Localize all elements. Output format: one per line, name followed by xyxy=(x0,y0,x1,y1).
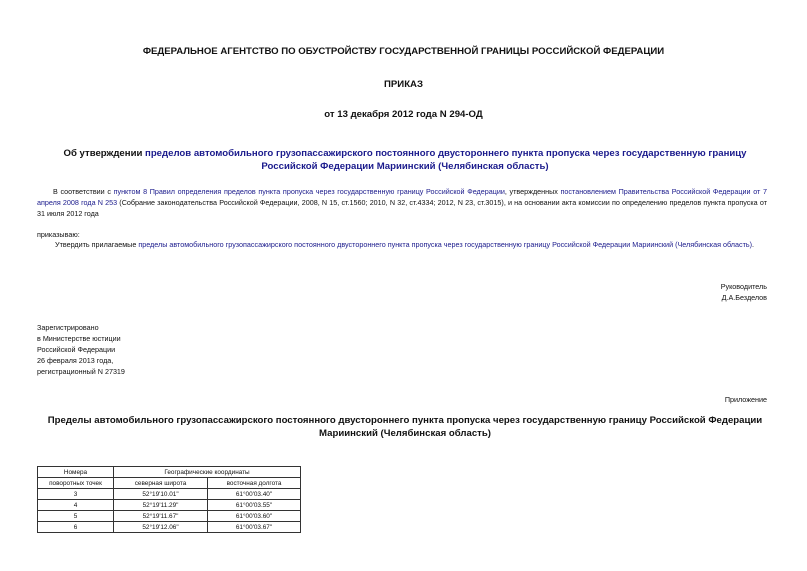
col-points-header-2: поворотных точек xyxy=(38,478,114,489)
annex-label: Приложение xyxy=(724,395,767,404)
preamble-text-1: В соответствии с xyxy=(53,187,114,196)
longitude-cell: 61°00'03.60" xyxy=(208,511,301,522)
registration-block xyxy=(37,322,125,377)
order-verb: приказываю: xyxy=(37,230,80,239)
longitude-header: восточная долгота xyxy=(208,478,301,489)
signature-name: Д.А.Безделов xyxy=(721,293,767,302)
table-header-row xyxy=(38,467,301,478)
col-points-header-1: Номера xyxy=(38,467,114,478)
document-date-number: от 13 декабря 2012 года N 294-ОД xyxy=(324,109,483,120)
point-number: 5 xyxy=(38,511,114,522)
agency-heading: ФЕДЕРАЛЬНОЕ АГЕНТСТВО ПО ОБУСТРОЙСТВУ ГОСУДАРСТВЕННОЙ ГРАНИЦЫ РОССИЙСКОЙ ФЕДЕРАЦИИ xyxy=(142,46,665,57)
point-number: 3 xyxy=(38,489,114,500)
order-suffix: . xyxy=(752,240,754,249)
longitude-cell: 61°00'03.67" xyxy=(208,522,301,533)
latitude-cell: 52°19'10.01" xyxy=(114,489,208,500)
latitude-cell: 52°19'11.67" xyxy=(114,511,208,522)
preamble-text-2: , утвержденных xyxy=(504,187,561,196)
government-decree-link[interactable]: постановлением Правительства Российской Федерации от 7 апреля 2008 года N 253 xyxy=(37,187,767,207)
coordinates-table xyxy=(37,466,301,533)
signature-block xyxy=(721,281,767,303)
document-subject xyxy=(55,147,755,173)
annex-title: Пределы автомобильного грузопассажирского постоянного двустороннего пункта пропуска через государственную границу Российской Федерации Мариинский (Челябинская область) xyxy=(47,415,763,439)
preamble-paragraph xyxy=(37,186,767,219)
coordinates-group-header: Географические координаты xyxy=(114,467,301,478)
table-header-row xyxy=(38,478,301,489)
latitude-cell: 52°19'12.06" xyxy=(114,522,208,533)
table-row xyxy=(38,522,301,533)
registration-line: Зарегистрировано xyxy=(37,323,99,332)
order-prefix: Утвердить прилагаемые xyxy=(55,240,139,249)
point-number: 4 xyxy=(38,500,114,511)
table-row xyxy=(38,500,301,511)
registration-line: Российской Федерации xyxy=(37,345,116,354)
longitude-cell: 61°00'03.55" xyxy=(208,500,301,511)
latitude-cell: 52°19'11.29" xyxy=(114,500,208,511)
registration-line: регистрационный N 27319 xyxy=(37,367,125,376)
registration-line: в Министерстве юстиции xyxy=(37,334,121,343)
latitude-header: северная широта xyxy=(114,478,208,489)
subject-prefix: Об утверждении xyxy=(63,148,146,159)
point-number: 6 xyxy=(38,522,114,533)
registration-line: 26 февраля 2013 года, xyxy=(37,356,114,365)
longitude-cell: 61°00'03.40" xyxy=(208,489,301,500)
table-row xyxy=(38,511,301,522)
order-paragraph xyxy=(55,239,775,250)
document-type: ПРИКАЗ xyxy=(384,79,423,90)
subject-link[interactable]: пределов автомобильного грузопассажирского постоянного двустороннего пункта пропуска через государственную границу Российской Федерации Мариинский (Челябинская область) xyxy=(145,148,747,172)
table-row xyxy=(38,489,301,500)
rules-link[interactable]: пунктом 8 Правил определения пределов пункта пропуска через государственную границу Российской Федерации xyxy=(113,187,505,196)
signature-position: Руководитель xyxy=(720,282,767,291)
preamble-text-3: (Собрание законодательства Российской Федерации, 2008, N 15, ст.1560; 2010, N 32, ст.4334; 2012, N 23, ст.3015), и на основании акта комиссии по определению пределов пункта пропуска от 31 июля 2012 года xyxy=(37,198,767,218)
limits-link[interactable]: пределы автомобильного грузопассажирского постоянного двустороннего пункта пропуска через государственную границу Российской Федерации Мариинский (Челябинская область) xyxy=(138,240,752,249)
